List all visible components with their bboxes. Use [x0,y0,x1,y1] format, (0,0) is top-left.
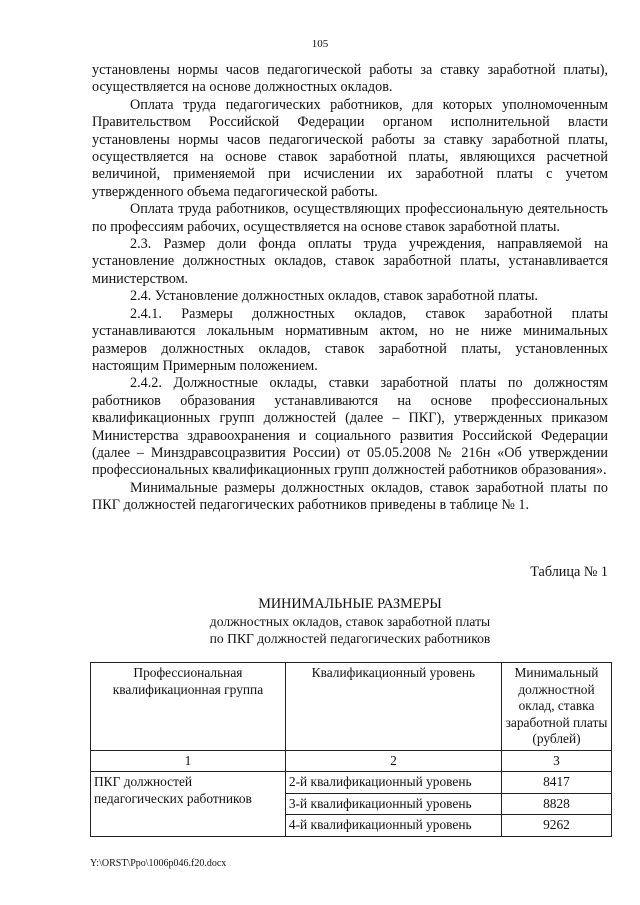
paragraph: Оплата труда педагогических работников, для которых уполномоченным Правительством Российской Федерации органом исполнительной власти установлены нормы часов педагогической работы за ставку заработной платы, осуществляется на основе ставок заработной платы, являющихся расчетной величиной, применяемой при исчислении их заработной платы с учетом утвержденного объема педагогической работы. [92,96,608,200]
header-salary: Минимальный должностной оклад, ставка заработной платы (рублей) [501,663,611,751]
group-name-cell: ПКГ должностей педагогических работников [91,772,286,837]
table-caption: Таблица № 1 [530,564,608,580]
paragraph: Оплата труда работников, осуществляющих профессиональную деятельность по профессиям рабочих, осуществляется на основе ставок заработной платы. [92,201,608,235]
header-group: Профессиональная квалификационная группа [91,663,286,751]
body-text [92,62,608,515]
table-row [91,772,612,794]
level-cell: 3-й квалификационный уровень [285,793,501,815]
level-cell: 2-й квалификационный уровень [285,772,501,794]
table-number-row [91,750,612,772]
column-number: 3 [501,750,611,772]
paragraph: 2.4. Установление должностных окладов, ставок заработной платы. [130,288,538,305]
table-title: МИНИМАЛЬНЫЕ РАЗМЕРЫ [258,596,442,612]
page-number: 105 [311,38,329,50]
paragraph: установлены нормы часов педагогической работы за ставку заработной платы), осуществляется на основе должностных окладов. [92,62,608,96]
salary-cell: 8417 [501,772,611,794]
paragraph: 2.3. Размер доли фонда оплаты труда учреждения, направляемой на установление должностных окладов, ставок заработной платы, устанавливается министерством. [92,236,608,287]
footer-file-path: Y:\ORST\Ppo\1006p046.f20.docx [90,858,227,869]
level-cell: 4-й квалификационный уровень [285,815,501,837]
table-subtitle-line-1: должностных окладов, ставок заработной платы [209,614,491,629]
paragraph: 2.4.2. Должностные оклады, ставки заработной платы по должностям работников образования устанавливаются на основе профессиональных квалификационных групп должностей (далее – ПКГ), утвержденных приказом Министерства здравоохранения и социального развития Российской Федерации (далее – Минздравсоцразвития России) от 05.05.2008 № 216н «Об утверждении профессиональных квалификационных групп должностей работников образования». [92,375,608,479]
paragraph: Минимальные размеры должностных окладов, ставок заработной платы по ПКГ должностей педагогических работников приведены в таблице № 1. [92,479,608,514]
salary-cell: 9262 [501,815,611,837]
salary-cell: 8828 [501,793,611,815]
salary-table [90,662,612,837]
table-header-row [91,663,612,751]
table-subtitle-line-2: по ПКГ должностей педагогических работников [209,631,491,646]
column-number: 2 [285,750,501,772]
paragraph: 2.4.1. Размеры должностных окладов, ставок заработной платы устанавливаются локальным нормативным актом, но не ниже минимальных размеров должностных окладов, ставок заработной платы, установленных настоящим Примерным положением. [92,305,608,374]
column-number: 1 [91,750,286,772]
header-level: Квалификационный уровень [285,663,501,751]
table-title-block [92,596,608,647]
